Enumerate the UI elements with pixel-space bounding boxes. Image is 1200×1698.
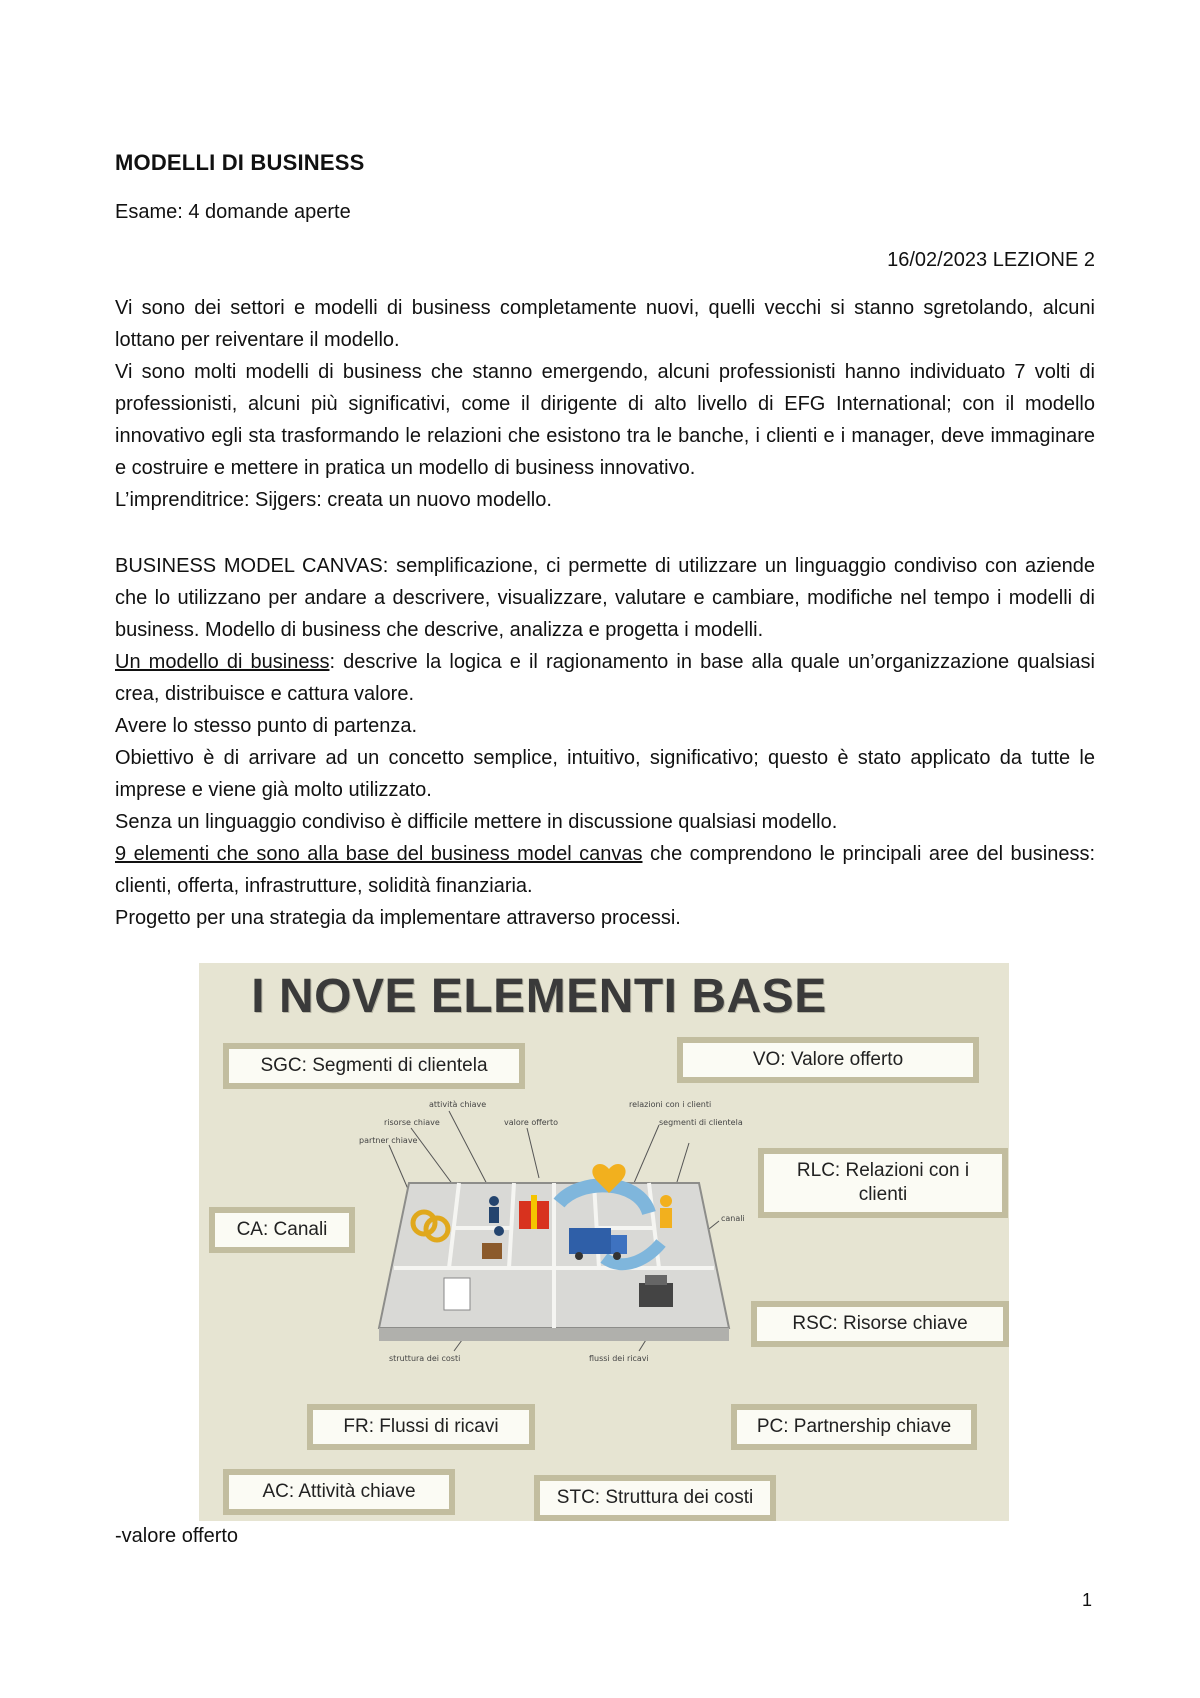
box-rsc: RSC: Risorse chiave <box>751 1301 1009 1347</box>
small-label: attività chiave <box>429 1100 487 1109</box>
underlined-term: Un modello di business <box>115 651 330 673</box>
canvas-text <box>115 550 1095 934</box>
paragraph-text: : descrive la logica e il ragionamento in base alla quale un’organizzazione qualsiasi crea, distribuisce e cattura valore. <box>115 651 1095 705</box>
lesson-date: 16/02/2023 LEZIONE 2 <box>887 249 1095 271</box>
small-label: relazioni con i clienti <box>629 1100 712 1109</box>
exam-info: Esame: 4 domande aperte <box>115 201 351 223</box>
small-label: segmenti di clientela <box>659 1118 743 1127</box>
small-label: risorse chiave <box>384 1118 440 1127</box>
paragraph: BUSINESS MODEL CANVAS: semplificazione, ci permette di utilizzare un linguaggio condiviso con aziende che lo utilizzano per andare a descrivere, visualizzare, valutare e cambiare, modifiche nel tempo i modelli di business. Modello di business che descrive, analizza e progetta i modelli. <box>115 555 1095 641</box>
figure-title: I NOVE ELEMENTI BASE <box>251 970 827 1023</box>
box-vo: VO: Valore offerto <box>677 1037 979 1083</box>
underlined-term: 9 elementi che sono alla base del business model canvas <box>115 843 643 865</box>
after-figure-text: -valore offerto <box>115 1525 239 1547</box>
paragraph: Vi sono dei settori e modelli di business completamente nuovi, quelli vecchi si stanno sgretolando, alcuni lottano per reiventare il modello. <box>115 297 1095 351</box>
box-ac: AC: Attività chiave <box>223 1469 455 1515</box>
canvas-illustration <box>349 1083 769 1373</box>
paragraph <box>115 646 1095 710</box>
intro-text <box>115 292 1095 516</box>
box-ca: CA: Canali <box>209 1207 355 1253</box>
paragraph: Senza un linguaggio condiviso è difficile mettere in discussione qualsiasi modello. <box>115 811 838 833</box>
document-title: MODELLI DI BUSINESS <box>115 150 365 175</box>
small-label: struttura dei costi <box>389 1354 461 1363</box>
small-label: partner chiave <box>359 1136 418 1145</box>
paragraph-text: che comprendono le principali aree del business: clienti, offerta, infrastrutture, solidità finanziaria. <box>115 843 1096 897</box>
box-stc: STC: Struttura dei costi <box>534 1475 776 1521</box>
paragraph: Progetto per una strategia da implementare attraverso processi. <box>115 907 681 929</box>
box-sgc: SGC: Segmenti di clientela <box>223 1043 525 1089</box>
box-rlc: RLC: Relazioni con i clienti <box>758 1148 1008 1218</box>
paragraph: L’imprenditrice: Sijgers: creata un nuovo modello. <box>115 489 552 511</box>
small-label: flussi dei ricavi <box>589 1354 649 1363</box>
small-label: valore offerto <box>504 1118 558 1127</box>
paragraph: Vi sono molti modelli di business che stanno emergendo, alcuni professionisti hanno individuato 7 volti di professionisti, alcuni più significativi, come il dirigente di alto livello di EFG International; con il modello innovativo egli sta trasformando le relazioni che esistono tra le banche, i clienti e i manager, deve immaginare e costruire e mettere in pratica un modello di business innovativo. <box>115 361 1095 479</box>
box-fr: FR: Flussi di ricavi <box>307 1404 535 1450</box>
business-model-canvas-figure <box>199 963 1009 1521</box>
paragraph: Avere lo stesso punto di partenza. <box>115 715 418 737</box>
paragraph <box>115 838 1095 902</box>
paragraph: Obiettivo è di arrivare ad un concetto semplice, intuitivo, significativo; questo è stato applicato da tutte le imprese e viene già molto utilizzato. <box>115 747 1095 801</box>
small-label: canali <box>721 1214 745 1223</box>
page-number: 1 <box>1081 1590 1092 1610</box>
box-pc: PC: Partnership chiave <box>731 1404 977 1450</box>
